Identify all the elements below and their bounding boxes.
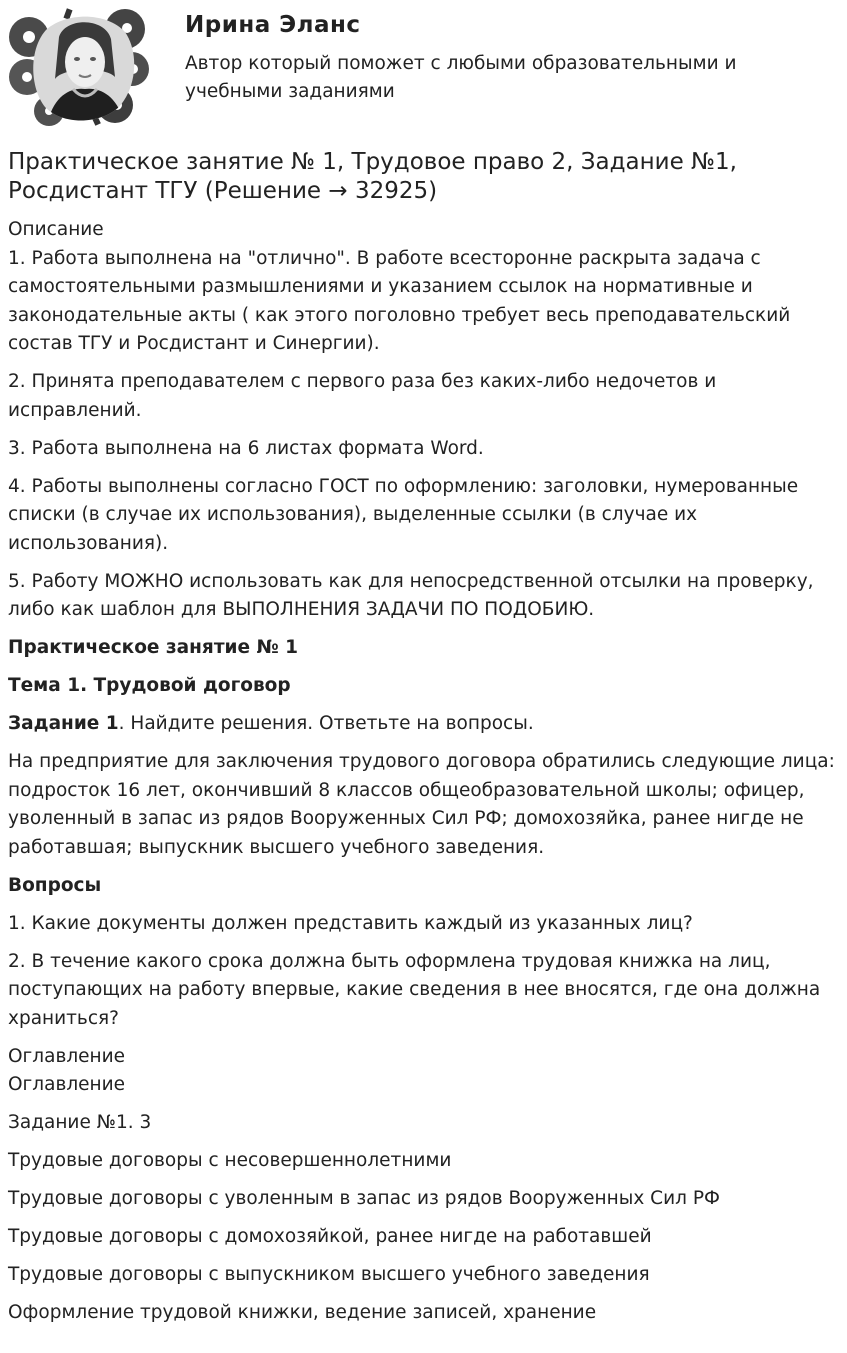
- task-paragraph: [8, 710, 840, 739]
- document-body: [8, 216, 840, 1337]
- toc-item: Трудовые договоры с несовершеннолетними: [8, 1150, 452, 1171]
- toc-item: Оформление трудовой книжки, ведение записей, хранение: [8, 1302, 597, 1323]
- toc-item: Трудовые договоры с выпускником высшего учебного заведения: [8, 1264, 650, 1285]
- description-item-5: 5. Работу МОЖНО использовать как для непосредственной отсылки на проверку, либо как шаблон для ВЫПОЛНЕНИЯ ЗАДАЧИ ПО ПОДОБИЮ.: [8, 570, 814, 620]
- task-label: Задание 1: [8, 713, 119, 734]
- toc-item: Трудовые договоры с домохозяйкой, ранее нигде на работавшей: [8, 1226, 652, 1247]
- toc-item: Трудовые договоры с уволенным в запас из рядов Вооруженных Сил РФ: [8, 1188, 720, 1209]
- case-text: На предприятие для заключения трудового договора обратились следующие лица: подросток 16 лет, окончивший 8 классов общеобразовательной школы; офицер, уволенный в запас из рядов Вооруженных Сил РФ; домохозяйка, ранее нигде не работавшая; выпускник высшего учебного заведения.: [8, 751, 835, 858]
- description-item-2: 2. Принята преподавателем с первого раза без каких-либо недочетов и исправлений.: [8, 371, 717, 421]
- author-description: Автор который поможет с любыми образовательными и учебными заданиями: [185, 53, 737, 102]
- page-title: Практическое занятие № 1, Трудовое право 2, Задание №1, Росдистант ТГУ (Решение → 32925): [8, 149, 737, 204]
- description-item-1: 1. Работа выполнена на "отлично". В работе всесторонне раскрыта задача с самостоятельными размышлениями и указанием ссылок на нормативные и законодательные акты ( как этого поголовно требует весь преподавательский состав ТГУ и Росдистант и Синергии).: [8, 247, 791, 354]
- question-1: 1. Какие документы должен представить каждый из указанных лиц?: [8, 912, 693, 934]
- practice-heading: Практическое занятие № 1: [8, 637, 299, 658]
- toc-item: Задание №1. 3: [8, 1112, 152, 1133]
- author-name[interactable]: Ирина Эланс: [185, 12, 361, 38]
- toc-title: Оглавление: [8, 1074, 126, 1095]
- question-2: 2. В течение какого срока должна быть оформлена трудовая книжка на лиц, поступающих на работу впервые, какие сведения в нее вносятся, где она должна храниться?: [8, 950, 821, 1029]
- task-text: . Найдите решения. Ответьте на вопросы.: [118, 713, 534, 734]
- description-label: Описание: [8, 219, 104, 240]
- author-photo-icon[interactable]: [7, 7, 150, 127]
- topic-heading: Тема 1. Трудовой договор: [8, 675, 291, 696]
- description-item-3: 3. Работа выполнена на 6 листах формата Word.: [8, 437, 484, 459]
- author-header: [0, 0, 847, 140]
- description-item-4: 4. Работы выполнены согласно ГОСТ по оформлению: заголовки, нумерованные списки (в случае их использования), выделенные ссылки (в случае их использования).: [8, 475, 799, 554]
- questions-heading: Вопросы: [8, 874, 102, 896]
- toc-label: Оглавление: [8, 1045, 126, 1067]
